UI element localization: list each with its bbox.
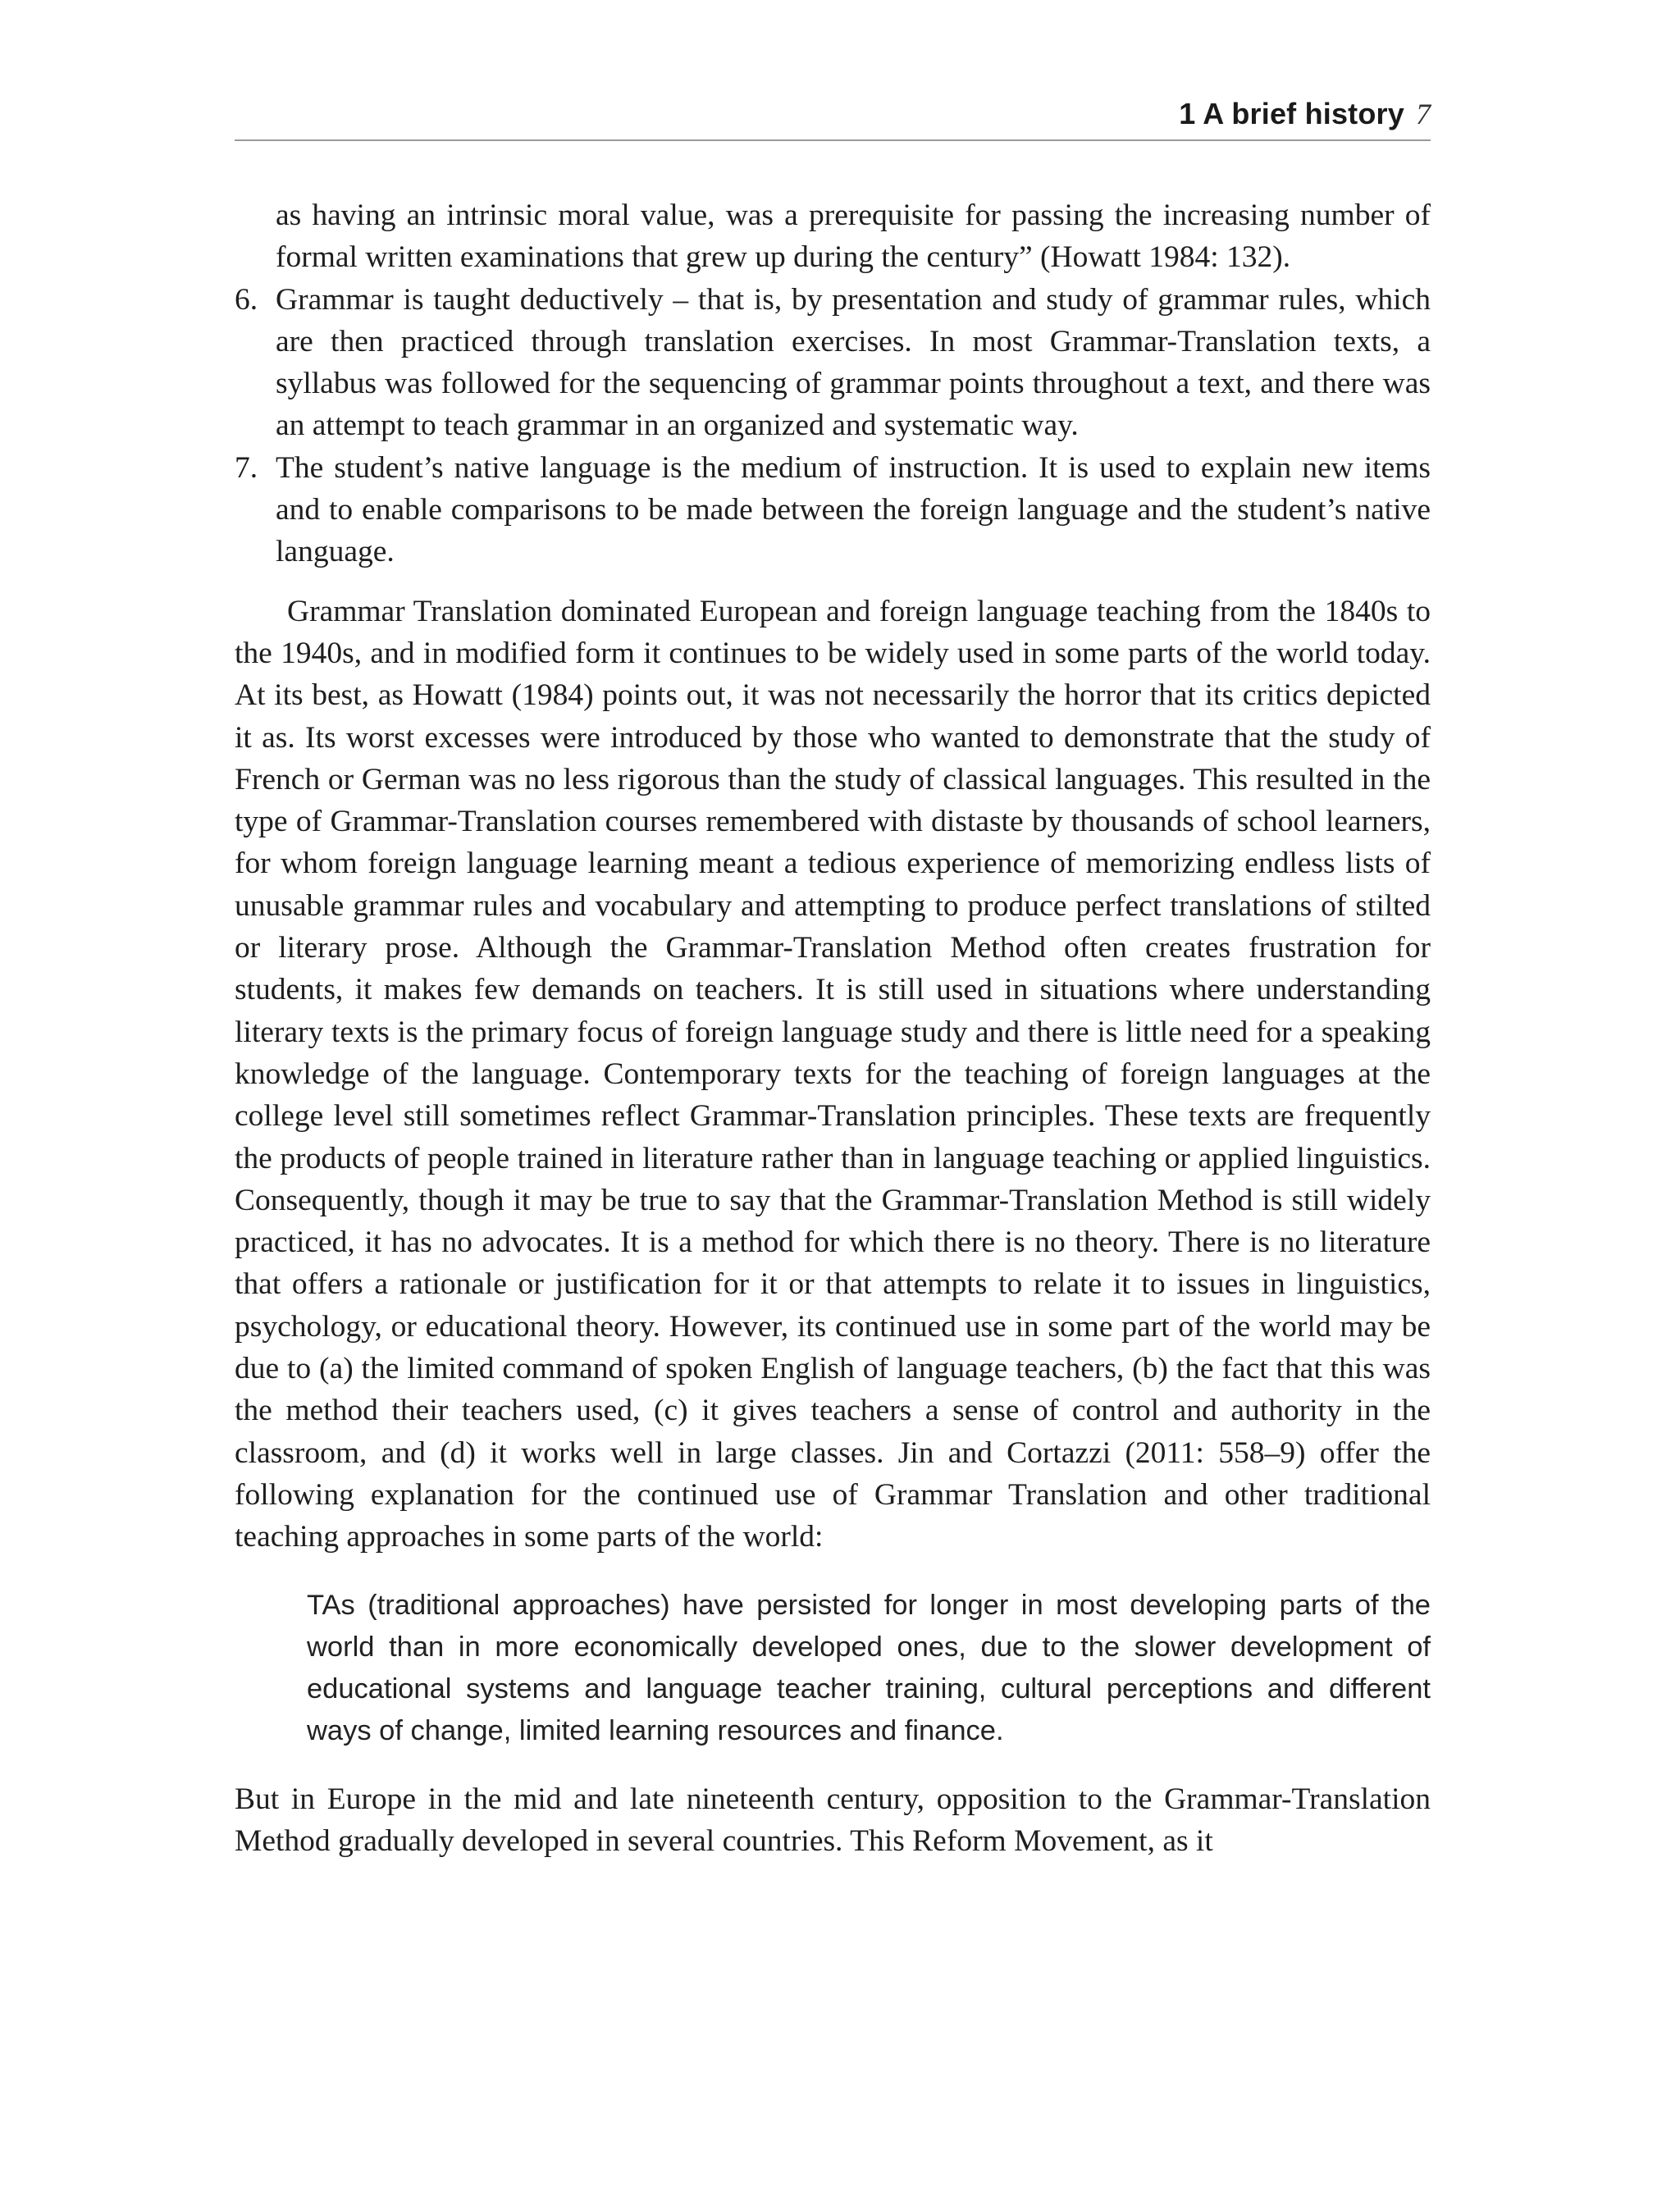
page-body bbox=[235, 194, 1431, 1862]
list-item-number: 6. bbox=[235, 282, 258, 317]
block-quote: TAs (traditional approaches) have persisted for longer in most developing parts of the world than in more economically developed ones, due to the slower development of educational systems and language teacher training, cultural perceptions and different ways of change, limited learning resources and finance. bbox=[307, 1589, 1431, 1747]
body-paragraph: Grammar Translation dominated European and foreign language teaching from the 1840s to the 1940s, and in modified form it continues to be widely used in some parts of the world today. At its best, as Howatt (1984) points out, it was not necessarily the horror that its critics depicted it as. Its worst excesses were introduced by those who wanted to demonstrate that the study of French or German was no less rigorous than the study of classical languages. This resulted in the type of Grammar-Translation courses remembered with distaste by thousands of school learners, for whom foreign language learning meant a tedious experience of memorizing endless lists of unusable grammar rules and vocabulary and attempting to produce perfect translations of stilted or literary prose. Although the Grammar-Translation Method often creates frustration for students, it makes few demands on teachers. It is still used in situations where understanding literary texts is the primary focus of foreign language study and there is little need for a speaking knowledge of the language. Contemporary texts for the teaching of foreign languages at the college level still sometimes reflect Grammar-Translation principles. These texts are frequently the products of people trained in literature rather than in language teaching or applied linguistics. Consequently, though it may be true to say that the Grammar-Translation Method is still widely practiced, it has no advocates. It is a method for which there is no theory. There is no literature that offers a rationale or justification for it or that attempts to relate it to issues in linguistics, psychology, or educational theory. However, its continued use in some part of the world may be due to (a) the limited command of spoken English of language teachers, (b) the fact that this was the method their teachers used, (c) it gives teachers a sense of control and authority in the classroom, and (d) it works well in large classes. Jin and Cortazzi (2011: 558–9) offer the following explanation for the continued use of Grammar Translation and other traditional teaching approaches in some parts of the world: bbox=[235, 594, 1431, 1554]
list-item-continuation bbox=[235, 194, 1431, 279]
list-item-number: 7. bbox=[235, 450, 258, 485]
list-item-text: as having an intrinsic moral value, was a prerequisite for passing the increasing number of formal written examinations that grew up during the century” (Howatt 1984: 132). bbox=[276, 199, 1431, 275]
chapter-title: 1 A brief history bbox=[1179, 97, 1404, 130]
list-item-7 bbox=[235, 447, 1431, 573]
list-item-text: Grammar is taught deductively – that is, by presentation and study of grammar rules, which are then practiced through translation exercises. In most Grammar-Translation texts, a syllabus was followed for the sequencing of grammar points throughout a text, and there was an attempt to teach grammar in an organized and systematic way. bbox=[276, 282, 1431, 443]
page-number: 7 bbox=[1416, 98, 1431, 130]
list-item-text: The student’s native language is the medium of instruction. It is used to explain new items and to enable comparisons to be made between the foreign language and the student’s native language. bbox=[276, 450, 1431, 569]
running-header bbox=[235, 97, 1431, 141]
body-paragraph-final: But in Europe in the mid and late nineteenth century, opposition to the Grammar-Translation Method gradually developed in several countries. This Reform Movement, as it bbox=[235, 1782, 1431, 1858]
list-item-6 bbox=[235, 279, 1431, 447]
